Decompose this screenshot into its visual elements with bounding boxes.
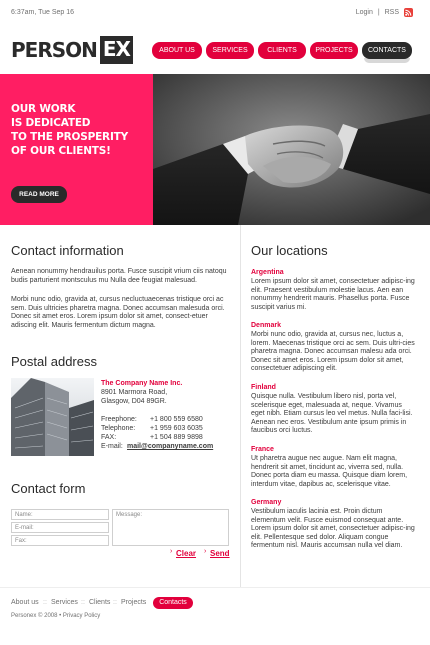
message-field[interactable]: Message:	[112, 509, 229, 546]
address-line: 8901 Marmora Road,	[101, 389, 168, 396]
copyright-text: Personex © 2008 • Privacy Policy	[11, 613, 101, 619]
office-building-photo	[11, 378, 94, 456]
send-button[interactable]: Send	[210, 549, 230, 558]
rss-icon[interactable]	[404, 8, 413, 17]
footer-link-about-us[interactable]: About us	[11, 599, 39, 606]
nav-clients[interactable]: CLIENTS	[258, 42, 306, 59]
nav-contacts[interactable]: CONTACTS	[362, 42, 412, 59]
footer-link-projects[interactable]: Projects	[121, 599, 147, 606]
footer-divider	[0, 587, 430, 588]
locations-title: Our locations	[251, 243, 328, 258]
footer-separator: ::	[43, 599, 47, 606]
contact-row-fax	[101, 434, 236, 443]
location-text: Morbi nunc odio, gravida at, cursus nec, luctus a, lorem. Maecenas tristique orci ac sem. Duis ultri-cies pharetra magna. Donec accumsan malesu ada orci. Donec sit amet eros. Lorem ipsum dolor sit amet, consectetuer adipiscing elit.	[251, 331, 415, 372]
contact-row-label: Telephone:	[101, 425, 136, 432]
clear-button[interactable]: Clear	[176, 549, 197, 558]
footer-link-clients[interactable]: Clients	[89, 599, 111, 606]
hero-headline-line: OF OUR CLIENTS!	[11, 145, 111, 157]
date-time: 6:37am, Tue Sep 16	[11, 9, 75, 16]
contact-row-email	[101, 443, 236, 452]
logo-text: PERSON	[11, 38, 97, 62]
email-link[interactable]: mail@companyname.com	[127, 443, 214, 450]
fax-field[interactable]: Fax:	[11, 535, 109, 546]
send-arrow-icon: ›	[204, 548, 207, 555]
top-links-separator: |	[377, 9, 380, 16]
nav-projects[interactable]: PROJECTS	[310, 42, 358, 59]
top-bar	[0, 0, 430, 26]
hero-headline-line: TO THE PROSPERITY	[11, 131, 129, 143]
location-name: Denmark	[251, 322, 281, 329]
handshake-photo	[153, 74, 430, 225]
column-divider	[240, 225, 241, 587]
main-nav	[0, 42, 430, 59]
name-field[interactable]: Name:	[11, 509, 109, 520]
contact-row-freephone	[101, 416, 236, 425]
hero-headline	[11, 102, 151, 158]
clear-arrow-icon: ›	[170, 548, 173, 555]
footer-link-services[interactable]: Services	[51, 599, 78, 606]
contact-row-label: FAX:	[101, 434, 117, 441]
rss-link[interactable]: RSS	[384, 9, 399, 16]
footer-separator: ::	[113, 599, 117, 606]
location-name: Germany	[251, 499, 282, 506]
location-name: France	[251, 446, 274, 453]
contact-row-value: +1 959 603 6035	[150, 425, 203, 432]
contact-row-telephone	[101, 425, 236, 434]
location-text: Vestibulum iaculis lacinia est. Proin dictum elementum velit. Fusce euismod consequat ante. Lorem ipsum dolor sit amet, consectetuer adipisc-ing elit. Pellentesque sed dolor. Aliquam congue fermentum nisl. Mauris accumsan nulla vel diam.	[251, 508, 415, 549]
logo-box: EX	[100, 36, 133, 64]
footer-separator: ::	[81, 599, 85, 606]
hero-headline-line: OUR WORK	[11, 103, 76, 115]
contact-row-value: +1 504 889 9898	[150, 434, 203, 441]
top-links	[356, 9, 399, 16]
hero-headline-line: IS DEDICATED	[11, 117, 91, 129]
nav-about-us[interactable]: ABOUT US	[152, 42, 202, 59]
email-field[interactable]: E-mail:	[11, 522, 109, 533]
address-line: Glasgow, D04 89GR.	[101, 398, 167, 405]
contact-form-title: Contact form	[11, 481, 86, 496]
location-text: Lorem ipsum dolor sit amet, consectetuer adipisc-ing elit. Praesent vestibulum molestie lacus. Aen ean nonummy hendrerit mauris. Phasellus porta. Fusce suscipit varius mi.	[251, 278, 415, 311]
nav-services[interactable]: SERVICES	[206, 42, 254, 59]
login-link[interactable]: Login	[355, 9, 373, 16]
postal-address-title: Postal address	[11, 354, 97, 369]
contact-row-label: Freephone:	[101, 416, 137, 423]
location-text: Ut pharetra augue nec augue. Nam elit magna, hendrerit sit amet, tincidunt ac, viverra sed, nulla. Donec porta diam eu massa. Quisque diam lorem, interdum vitae, dapibus ac, scelerisque vitae.	[251, 455, 408, 488]
footer-link-contacts[interactable]: Contacts	[153, 597, 193, 609]
location-name: Finland	[251, 384, 276, 391]
contact-row-value: +1 800 559 6580	[150, 416, 203, 423]
contact-info-paragraph: Morbi nunc odio, gravida at, cursus necluctuaecenas tristique orci ac sem. Duis ultricies pharetra magna. Donec accumsan malesuda orci. Donec sit amet eros. Lorem ipsum dolor sit amet, consect-etuer adiscing elit. Mauris fermentum dictum magna.	[11, 296, 225, 329]
location-text: Quisque nulla. Vestibulum libero nisl, porta vel, scelerisque eget, malesuada at, neque. Vivamus eget nibh. Etiam cursus leo vel metus. Nulla faci-lisi. Aenean nec eros. Vestibulum ante ipsum primis in faucibus orci luctus.	[251, 393, 413, 434]
location-name: Argentina	[251, 269, 284, 276]
contact-info-title: Contact information	[11, 243, 124, 258]
contact-info-paragraph: Aenean nonummy hendrauilus porta. Fusce suscipit vrium ciis natoqu budis parturient montsculus mu Nulla dee feugiat malesuad.	[11, 268, 227, 284]
company-name: The Company Name Inc.	[101, 380, 183, 387]
contact-row-label: E-mail:	[101, 443, 123, 450]
read-more-button[interactable]: READ MORE	[11, 186, 67, 203]
